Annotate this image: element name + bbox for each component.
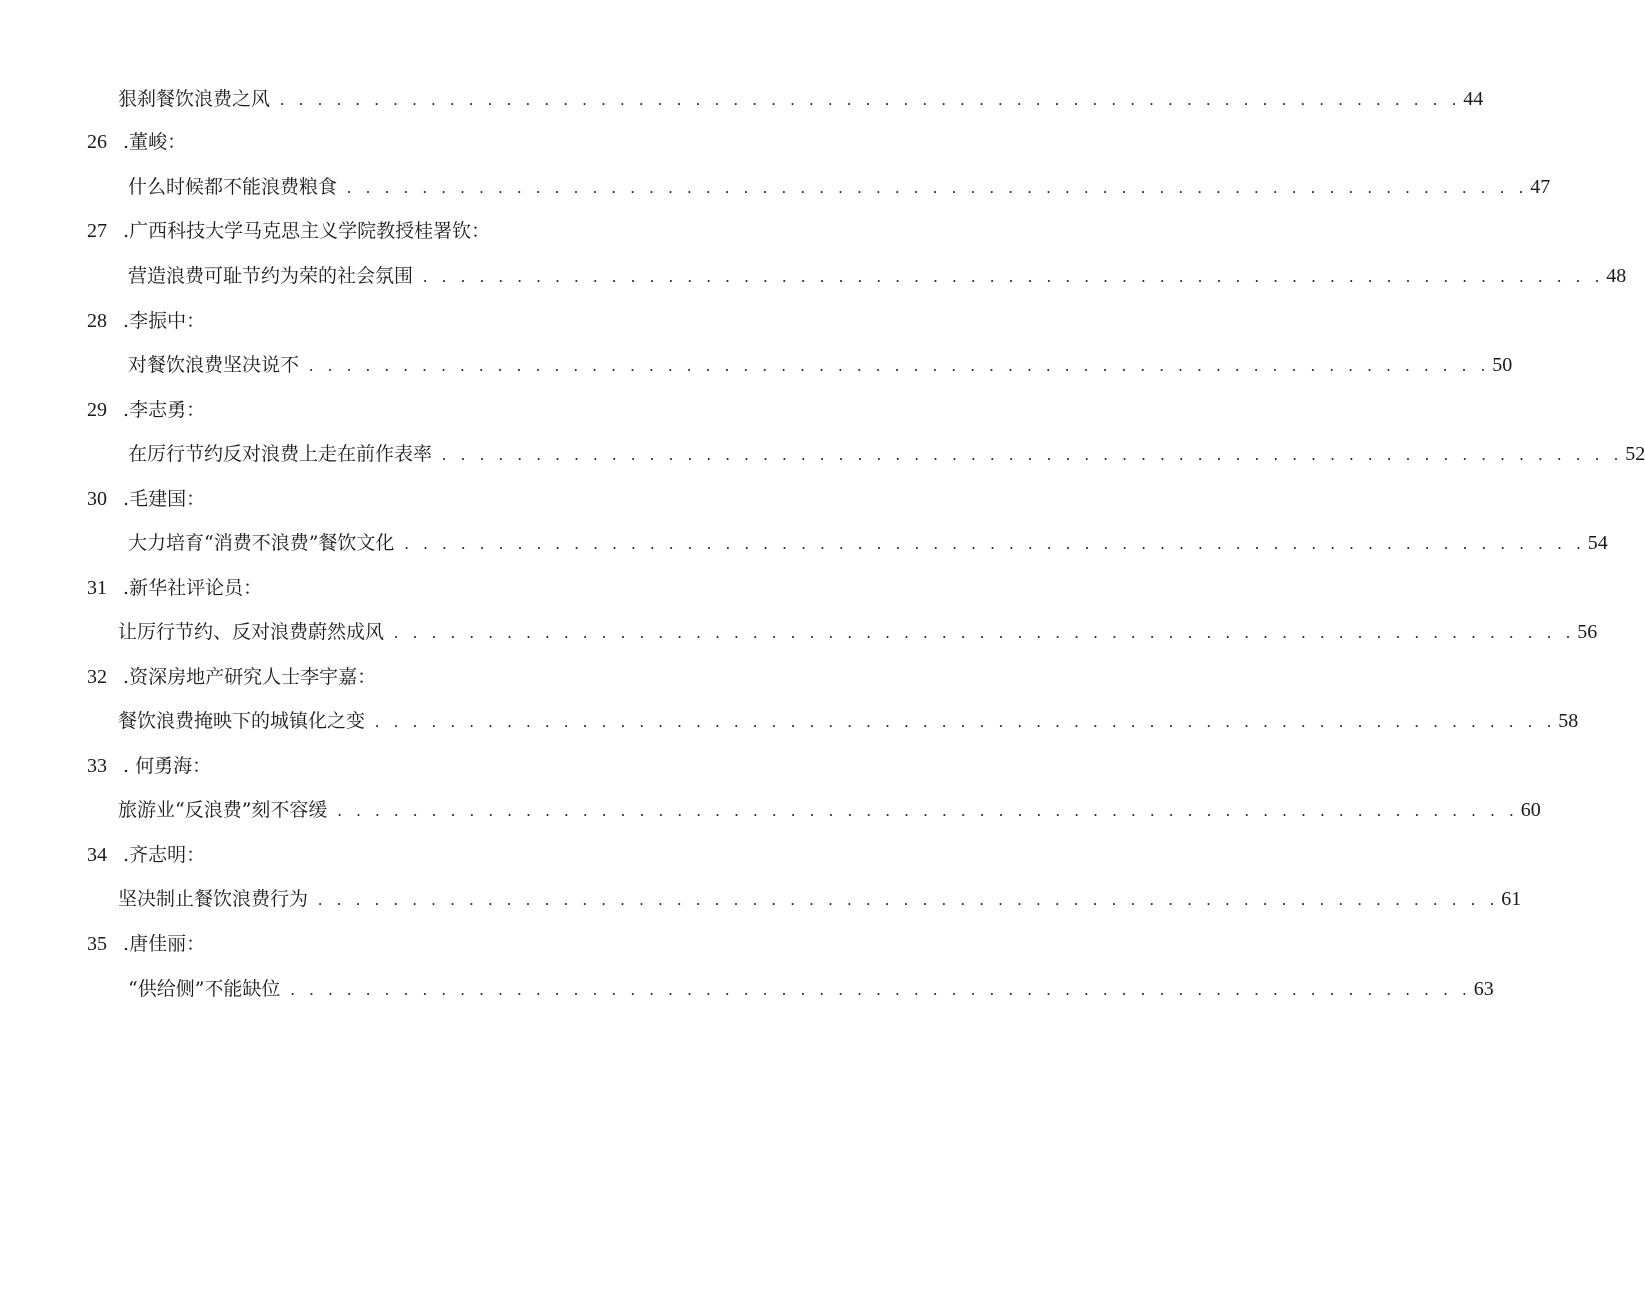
dot-leader: . . . . . . . . . . . . . . . . . . . . . . . . . . . . . . . . . . . . . . . . . . . . . . . . . . . . . . . . . . . . . . . (442, 445, 1624, 464)
toc-author-line (87, 395, 205, 425)
toc-author: .李振中： (123, 310, 206, 332)
dot-leader: . . . . . . . . . . . . . . . . . . . . . . . . . . . . . . . . . . . . . . . . . . . . . . . . . . . . . . . . . . . . . . . (309, 356, 1491, 375)
toc-page-number: 63 (1473, 978, 1494, 1000)
toc-author: .唐佳丽： (123, 933, 206, 955)
toc-entry-number: 35 (87, 933, 107, 955)
toc-title-line[interactable] (118, 884, 1522, 914)
toc-author-line (87, 216, 490, 246)
toc-author: .资深房地产研究人士李宇嘉： (123, 666, 377, 688)
dot-leader: . . . . . . . . . . . . . . . . . . . . . . . . . . . . . . . . . . . . . . . . . . . . . . . . . . . . . . . . . . . . . . . (394, 623, 1576, 642)
toc-author: .新华社评论员： (123, 577, 263, 599)
toc-title: 大力培育“消费不浪费”餐饮文化 (128, 532, 395, 554)
toc-page-number: 54 (1587, 532, 1608, 554)
toc-entry-number: 32 (87, 666, 107, 688)
toc-author: . 何勇海： (123, 755, 212, 777)
toc-title-line[interactable] (118, 795, 1541, 825)
toc-page-number: 61 (1501, 888, 1522, 910)
toc-entry-number: 29 (87, 399, 107, 421)
toc-author-line (87, 573, 262, 603)
toc-title-line[interactable] (118, 706, 1579, 736)
toc-title: 对餐饮浪费坚决说不 (128, 354, 300, 376)
dot-leader: . . . . . . . . . . . . . . . . . . . . . . . . . . . . . . . . . . . . . . . . . . . . . . . . . . . . . . . . . . . . . . . (347, 178, 1529, 197)
toc-entry-number: 34 (87, 844, 107, 866)
dot-leader: . . . . . . . . . . . . . . . . . . . . . . . . . . . . . . . . . . . . . . . . . . . . . . . . . . . . . . . . . . . . . . . (404, 534, 1586, 553)
toc-title-line[interactable] (128, 172, 1551, 202)
toc-page-number: 50 (1492, 354, 1513, 376)
toc-entry-number: 31 (87, 577, 107, 599)
toc-title-line[interactable] (118, 617, 1598, 647)
toc-author: .董峻： (123, 131, 187, 153)
toc-author-line (87, 662, 376, 692)
toc-author-line (87, 929, 205, 959)
toc-title: 什么时候都不能浪费粮食 (128, 176, 338, 198)
toc-title: 狠刹餐饮浪费之风 (118, 88, 271, 110)
toc-author-line (87, 840, 205, 870)
toc-author: .齐志明： (123, 844, 206, 866)
toc-title: 坚决制止餐饮浪费行为 (118, 888, 309, 910)
dot-leader: . . . . . . . . . . . . . . . . . . . . . . . . . . . . . . . . . . . . . . . . . . . . . . . . . . . . . . . . . . . . . . . (290, 980, 1472, 999)
toc-title-line[interactable] (118, 84, 1484, 114)
toc-author: .广西科技大学马克思主义学院教授桂署钦： (123, 220, 491, 242)
toc-title: 旅游业“反浪费”刻不容缓 (118, 799, 328, 821)
dot-leader: . . . . . . . . . . . . . . . . . . . . . . . . . . . . . . . . . . . . . . . . . . . . . . . . . . . . . . . . . . . . . . . (337, 801, 1519, 820)
dot-leader: . . . . . . . . . . . . . . . . . . . . . . . . . . . . . . . . . . . . . . . . . . . . . . . . . . . . . . . . . . . . . . . (375, 712, 1557, 731)
toc-title-line[interactable] (128, 350, 1513, 380)
toc-title: 让厉行节约、反对浪费蔚然成风 (118, 621, 385, 643)
toc-author-line (87, 306, 205, 336)
toc-author-line (87, 484, 205, 514)
toc-page-number: 44 (1463, 88, 1484, 110)
toc-page-number: 47 (1530, 176, 1551, 198)
toc-entry-number: 26 (87, 131, 107, 153)
toc-author-line (87, 127, 186, 157)
toc-title: 餐饮浪费掩映下的城镇化之变 (118, 710, 366, 732)
dot-leader: . . . . . . . . . . . . . . . . . . . . . . . . . . . . . . . . . . . . . . . . . . . . . . . . . . . . . . . . . . . . . . . (423, 267, 1605, 286)
toc-title: “供给侧”不能缺位 (128, 978, 281, 1000)
toc-author: .李志勇： (123, 399, 206, 421)
toc-title: 在厉行节约反对浪费上走在前作表率 (128, 443, 433, 465)
toc-entry-number: 33 (87, 755, 107, 777)
dot-leader: . . . . . . . . . . . . . . . . . . . . . . . . . . . . . . . . . . . . . . . . . . . . . . . . . . . . . . . . . . . . . . . (318, 890, 1500, 909)
toc-title-line[interactable] (128, 261, 1627, 291)
toc-entry-number: 30 (87, 488, 107, 510)
dot-leader: . . . . . . . . . . . . . . . . . . . . . . . . . . . . . . . . . . . . . . . . . . . . . . . . . . . . . . . . . . . . . . . (280, 90, 1462, 109)
toc-author: .毛建国： (123, 488, 206, 510)
toc-page-number: 52 (1625, 443, 1645, 465)
toc-entry-number: 27 (87, 220, 107, 242)
toc-title-line[interactable] (128, 528, 1608, 558)
toc-entry-number: 28 (87, 310, 107, 332)
toc-page-number: 60 (1520, 799, 1541, 821)
toc-page-number: 48 (1606, 265, 1627, 287)
toc-author-line (87, 751, 211, 781)
toc-title-line[interactable] (128, 439, 1645, 469)
toc-page-number: 56 (1577, 621, 1598, 643)
toc-page-number: 58 (1558, 710, 1579, 732)
toc-title: 营造浪费可耻节约为荣的社会氛围 (128, 265, 414, 287)
toc-title-line[interactable] (128, 974, 1494, 1004)
